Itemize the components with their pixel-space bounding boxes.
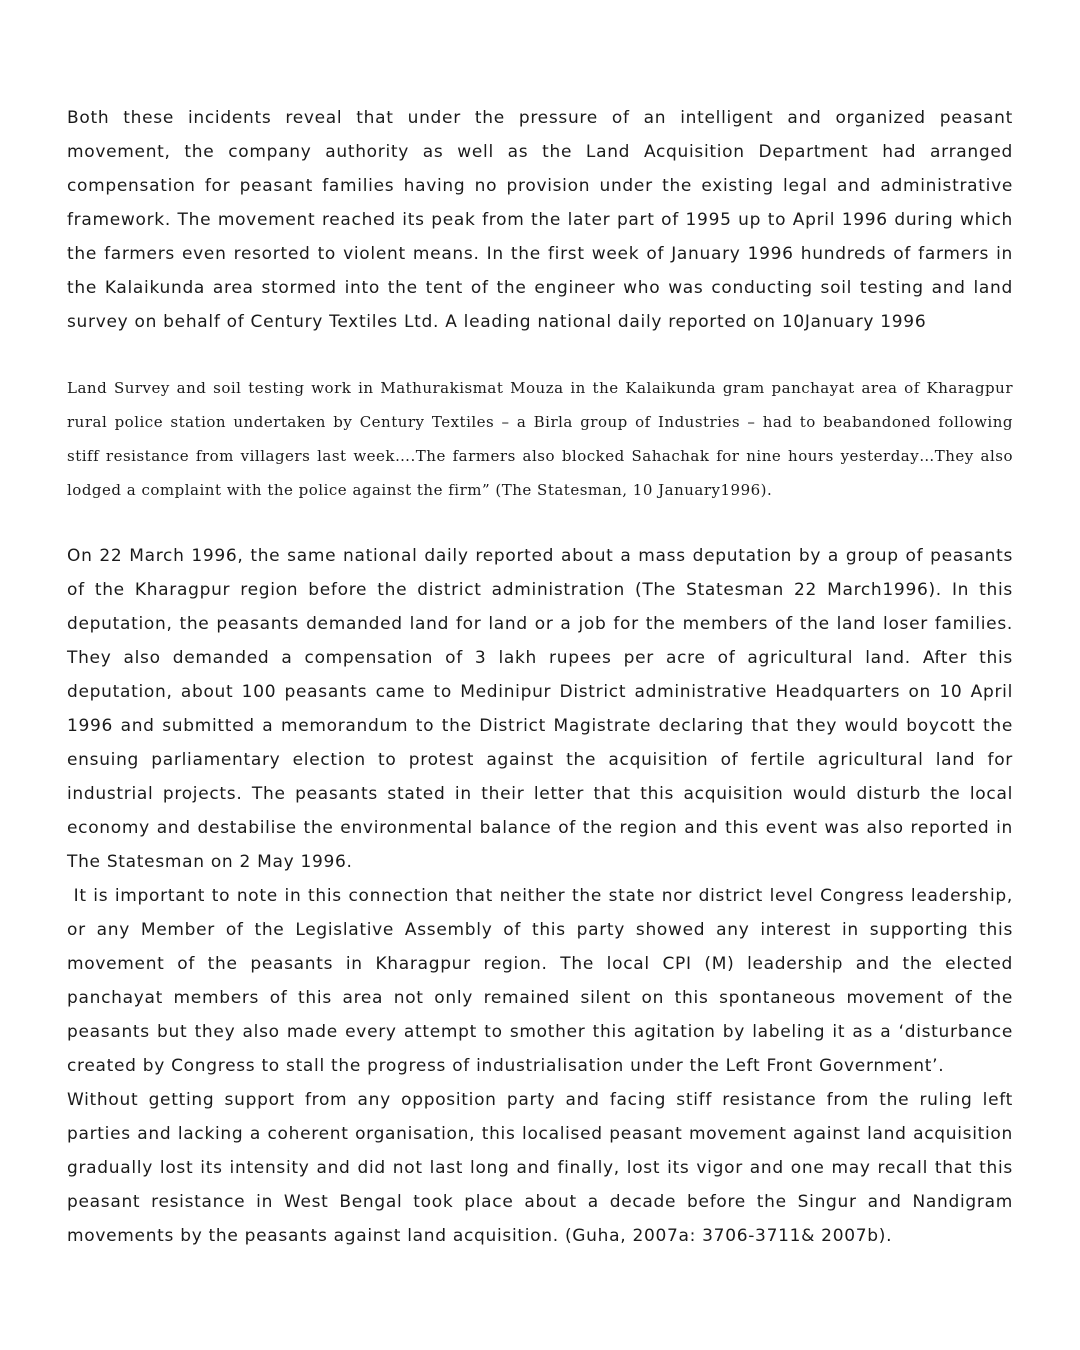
paragraph-conclusion: Without getting support from any opposition party and facing stiff resistance from the ruling left parties and lacking a coherent organisation, this localised peasant movement against land acquisition gradually lost its intensity and did not last long and finally, lost its vigor and one may recall that this peasant resistance in West Bengal took place about a decade before the Singur and Nandigram movements by the peasants against land acquisition. (Guha, 2007a: 3706-3711& 2007b). (67, 1090, 1013, 1246)
newspaper-quote: Land Survey and soil testing work in Mathurakismat Mouza in the Kalaikunda gram panchayat area of Kharagpur rural police station undertaken by Century Textiles – a Birla group of Industries – had to beabandoned following stiff resistance from villagers last week….The farmers also blocked Sahachak for nine hours yesterday…They also lodged a complaint with the police against the firm” (The Statesman, 10 January1996). (67, 379, 1013, 499)
document-page (67, 101, 1020, 1253)
paragraph-compensation: Both these incidents reveal that under the pressure of an intelligent and organized peasant movement, the company authority as well as the Land Acquisition Department had arranged compensation for peasant families having no provision under the existing legal and administrative framework. The movement reached its peak from the later part of 1995 up to April 1996 during which the farmers even resorted to violent means. In the first week of January 1996 hundreds of farmers in the Kalaikunda area stormed into the tent of the engineer who was conducting soil testing and land survey on behalf of Century Textiles Ltd. A leading national daily reported on 10January 1996 (67, 108, 1013, 332)
paragraph-congress: It is important to note in this connection that neither the state nor district level Congress leadership, or any Member of the Legislative Assembly of this party showed any interest in supporting this movement of the peasants in Kharagpur region. The local CPI (M) leadership and the elected panchayat members of this area not only remained silent on this spontaneous movement of the peasants but they also made every attempt to smother this agitation by labeling it as a ‘disturbance created by Congress to stall the progress of industrialisation under the Left Front Government’. (67, 886, 1020, 1076)
paragraph-deputation: On 22 March 1996, the same national daily reported about a mass deputation by a group of peasants of the Kharagpur region before the district administration (The Statesman 22 March1996). In this deputation, the peasants demanded land for land or a job for the members of the land loser families. They also demanded a compensation of 3 lakh rupees per acre of agricultural land. After this deputation, about 100 peasants came to Medinipur District administrative Headquarters on 10 April 1996 and submitted a memorandum to the District Magistrate declaring that they would boycott the ensuing parliamentary election to protest against the acquisition of fertile agricultural land for industrial projects. The peasants stated in their letter that this acquisition would disturb the local economy and destabilise the environmental balance of the region and this event was also reported in The Statesman on 2 May 1996. (67, 546, 1013, 872)
